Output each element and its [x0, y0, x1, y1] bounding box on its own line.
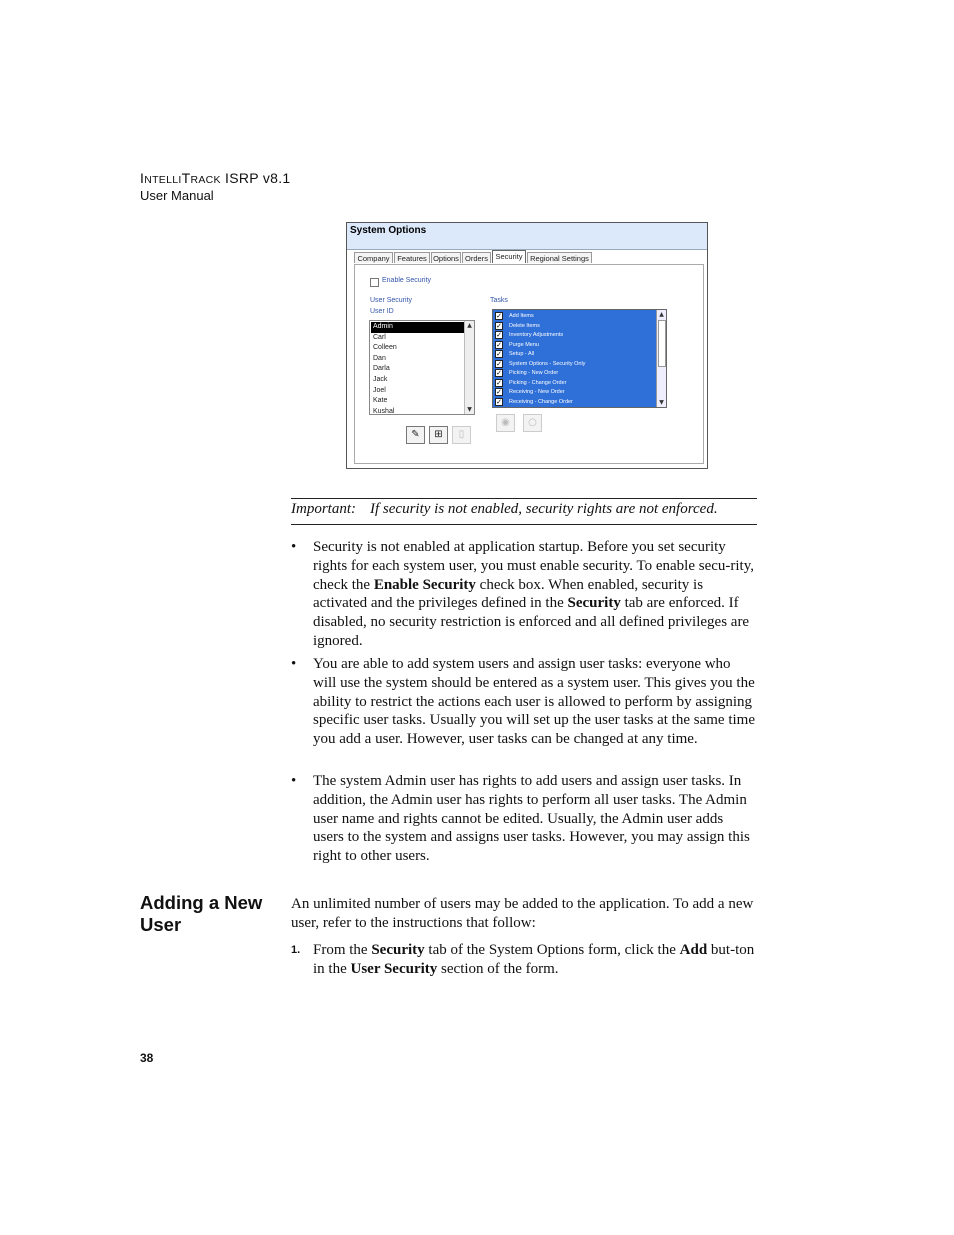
checked-checkbox-icon[interactable]: ✓ [496, 340, 502, 349]
step-text: From the Security tab of the System Options form, click the Add but-ton in the User Security section of the form. [313, 942, 755, 977]
scroll-down-icon[interactable]: ▼ [659, 399, 664, 406]
task-item[interactable]: ✓ Add Items [496, 312, 534, 320]
task-item[interactable]: ✓ Setup - All [496, 350, 535, 358]
list-item[interactable]: Carl [373, 333, 386, 341]
list-item[interactable]: Kate [373, 397, 388, 405]
system-options-screenshot [346, 222, 708, 469]
bullet-icon: • [291, 539, 297, 555]
task-item[interactable]: ✓ Picking - New Order [496, 369, 559, 377]
enable-security-label: Enable Security [382, 277, 432, 284]
list-item[interactable]: Joel [373, 386, 386, 394]
list-item-selected[interactable]: Admin [371, 322, 465, 333]
select-all-tasks-button[interactable]: ◉ [496, 414, 515, 432]
task-item[interactable]: ✓ Picking - Change Order [496, 378, 567, 387]
important-note [291, 501, 757, 518]
checked-checkbox-icon[interactable]: ✓ [496, 359, 502, 368]
running-header-product: INTELLITRACK ISRP v8.1 [140, 170, 291, 186]
section-heading: Adding a New User [140, 892, 263, 935]
important-text: If security is not enabled, security rights are not enforced. [370, 501, 718, 517]
delete-user-button[interactable]: ▯ [452, 426, 471, 444]
tasks-list[interactable] [492, 309, 667, 408]
bullet-icon: • [291, 773, 297, 789]
tasks-label: Tasks [490, 297, 508, 304]
task-item[interactable]: ✓ Inventory Adjustments [496, 331, 564, 339]
checked-checkbox-icon[interactable]: ✓ [496, 312, 502, 320]
clear-tasks-button[interactable]: ○ [523, 414, 542, 432]
checked-checkbox-icon[interactable]: ✓ [496, 350, 502, 358]
list-item[interactable]: Colleen [373, 344, 397, 352]
important-top-rule [291, 498, 757, 499]
tasks-scrollbar[interactable] [656, 310, 666, 407]
tab-company[interactable]: Company [354, 252, 393, 263]
scroll-up-icon[interactable]: ▲ [659, 311, 664, 318]
bullet-icon: • [291, 656, 297, 672]
enable-security-checkbox[interactable] [370, 278, 379, 287]
tab-orders[interactable]: Orders [462, 252, 491, 263]
checked-checkbox-icon[interactable]: ✓ [496, 397, 502, 406]
tab-security[interactable]: Security [492, 250, 526, 263]
running-header-subtitle: User Manual [140, 188, 214, 203]
important-label: Important: [291, 501, 356, 517]
important-bottom-rule [291, 524, 757, 525]
step-number: 1. [291, 944, 301, 956]
user-id-label: User ID [370, 308, 394, 315]
scroll-thumb[interactable] [658, 320, 666, 367]
list-item[interactable]: Jack [373, 376, 388, 383]
checked-checkbox-icon[interactable]: ✓ [496, 369, 502, 377]
list-item[interactable]: Darla [373, 365, 390, 373]
task-item[interactable]: ✓ Receiving - New Order [496, 388, 565, 396]
section-intro: An unlimited number of users may be added to the application. To add a new user, refer to the instructions that follow: [291, 896, 754, 931]
user-security-label: User Security [370, 297, 413, 304]
window-title: System Options [350, 225, 427, 236]
list-item[interactable]: Dan [373, 354, 386, 362]
edit-user-button[interactable]: ⊞ [429, 426, 448, 444]
window-title-bar [347, 223, 707, 250]
scroll-up-icon[interactable]: ▲ [467, 322, 472, 329]
tab-features[interactable]: Features [394, 252, 430, 263]
checked-checkbox-icon[interactable]: ✓ [496, 378, 502, 387]
user-list-scrollbar[interactable] [464, 321, 474, 414]
task-item[interactable]: ✓ Delete Items [496, 321, 540, 330]
task-item[interactable]: ✓ Receiving - Change Order [496, 397, 573, 406]
checked-checkbox-icon[interactable]: ✓ [496, 321, 502, 330]
tab-options[interactable]: Options [431, 252, 461, 263]
tab-regional-settings[interactable]: Regional Settings [527, 252, 592, 263]
user-id-list[interactable] [369, 320, 475, 415]
task-item[interactable]: ✓ Purge Menu [496, 340, 539, 349]
page-number: 38 [140, 1051, 154, 1065]
list-item[interactable]: Kushal [373, 407, 395, 415]
add-user-button[interactable]: ✎ [406, 426, 425, 444]
checked-checkbox-icon[interactable]: ✓ [496, 331, 502, 339]
checked-checkbox-icon[interactable]: ✓ [496, 388, 502, 396]
scroll-down-icon[interactable]: ▼ [467, 406, 472, 413]
task-item[interactable]: ✓ System Options - Security Only [496, 359, 586, 368]
